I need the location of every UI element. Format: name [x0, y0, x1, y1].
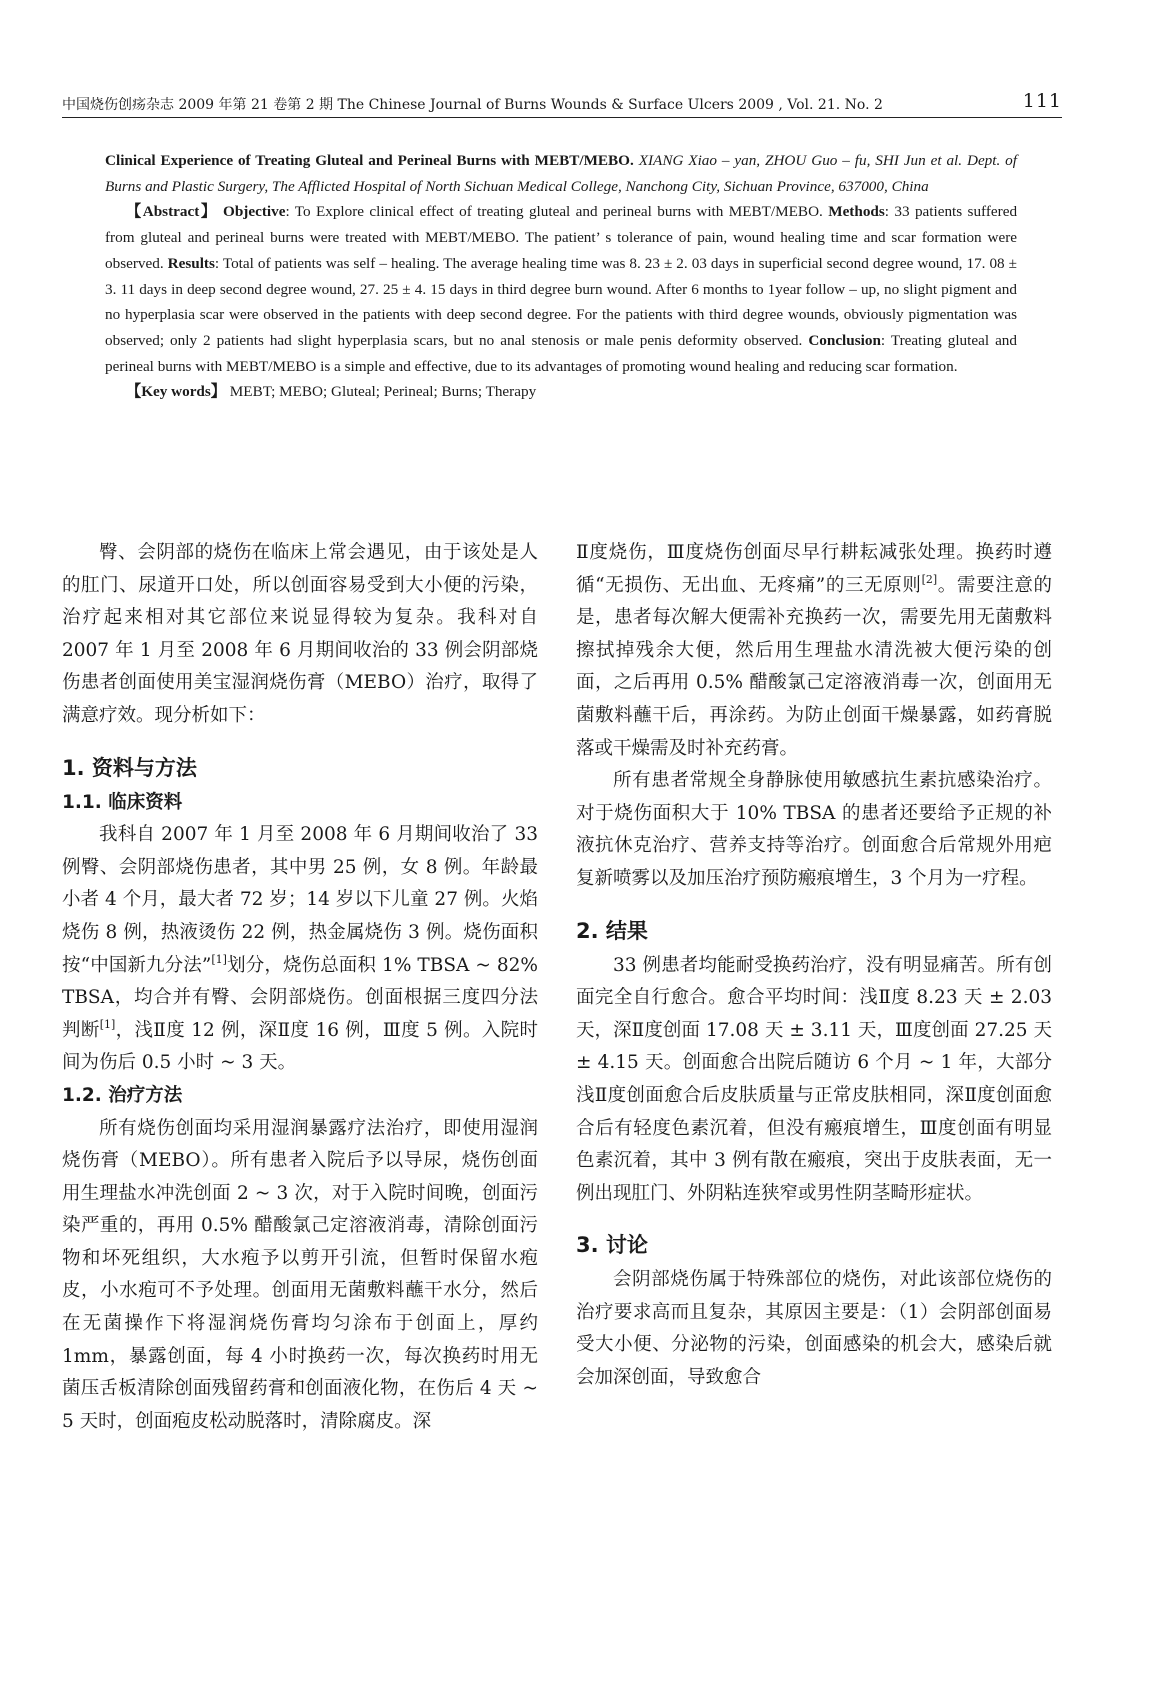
authors-affiliation: XIANG Xiao – yan, ZHOU Guo – fu, SHI Jun et al. Dept. of Burns and Plastic Surgery, The Afflicted Hospital of North Sichuan Medical College, Nanchong City, Sichuan Province, 637000, China — [105, 152, 1017, 195]
section-1-2-heading: 1.2. 治疗方法 — [62, 1084, 183, 1106]
journal-citation: 中国烧伤创疡杂志 2009 年第 21 卷第 2 期 The Chinese Journal of Burns Wounds & Surface Ulcers 2009 , Vol. 21. No. 2 — [62, 97, 883, 113]
section-2-heading: 2. 结果 — [576, 918, 648, 943]
results-text: Total of patients was self – healing. The average healing time was 8. 23 ± 2. 03 days in superficial second degree wound, 17. 08 ± 3. 11 days in deep second degree wound, 27. 25 ± 4. 15 days in third degree burn wound. After 6 months to 1year follow – up, no slight pigment and no hyperplasia scar were observed in the patients with deep second degree. For the patients with third degree wounds, obviously pigmentation was observed; only 2 patients had slight hyperplasia scars, but no anal stenosis or male penis deformity observed. — [105, 254, 1017, 349]
treatment-paragraph: 所有烧伤创面均采用湿润暴露疗法治疗，即使用湿润烧伤膏（MEBO）。所有患者入院后予以导尿，烧伤创面用生理盐水冲洗创面 2 ~ 3 次，对于入院时间晚，创面污染严重的，再用 0.5% 醋酸氯己定溶液消毒，清除创面污物和坏死组织，大水疱予以剪开引流，但暂时保留水疱皮，小水疱可不予处理。创面用无菌敷料蘸干水分，然后在无菌操作下将湿润烧伤膏均匀涂布于创面上，厚约 1mm，暴露创面，每 4 小时换药一次，每次换药时用无菌压舌板清除创面残留药膏和创面液化物，在伤后 4 天 ~ 5 天时，创面疱皮松动脱落时，清除腐皮。深 — [62, 1117, 538, 1432]
keywords-paragraph — [105, 379, 1017, 405]
methods-text: 33 patients suffered from gluteal and perineal burns were treated with MEBT/MEBO. The patient’ s tolerance of pain, wound healing time and scar formation were observed. — [105, 203, 1018, 272]
intro-paragraph: 臀、会阴部的烧伤在临床上常会遇见，由于该处是人的肛门、尿道开口处，所以创面容易受到大小便的污染，治疗起来相对其它部位来说显得较为复杂。我科对自 2007 年 1 月至 2008 年 6 月期间收治的 33 例会阴部烧伤患者创面使用美宝湿润烧伤膏（MEBO）治疗，取得了满意疗效。现分析如下： — [62, 542, 538, 726]
conclusion-label: Conclusion — [808, 331, 881, 349]
objective-label: Objective — [223, 203, 286, 221]
citation-ref-2: [2] — [921, 572, 938, 586]
conclusion-text: Treating gluteal and perineal burns with MEBT/MEBO is a simple and effective, due to its advantages of promoting wound healing and reducing scar formation. — [105, 331, 1017, 375]
abstract-paragraph: 【Abstract】 Objective: To Explore clinical effect of treating gluteal and perineal burns with MEBT/MEBO. Methods: 33 patients suffered from gluteal and perineal burns were treated with MEBT/MEBO. The patient’ s tolerance of pain, wound healing time and scar formation were observed. Results: Total of patients was self – healing. The average healing time was 8. 23 ± 2. 03 days in superficial second degree wound, 17. 08 ± 3. 11 days in deep second degree wound, 27. 25 ± 4. 15 days in third degree burn wound. After 6 months to 1year follow – up, no slight pigment and no hyperplasia scar were observed in the patients with deep second degree. For the patients with third degree wounds, obviously pigmentation was observed; only 2 patients had slight hyperplasia scars, but no anal stenosis or male penis deformity observed. Conclusion: Treating gluteal and perineal burns with MEBT/MEBO is a simple and effective, due to its advantages of promoting wound healing and reducing scar formation. — [105, 203, 1018, 375]
section-3-heading: 3. 讨论 — [576, 1233, 648, 1258]
treatment-continued-text-b: 。需要注意的是，患者每次解大便需补充换药一次，需要先用无菌敷料擦拭掉残余大便，然后用生理盐水清洗被大便污染的创面，之后再用 0.5% 醋酸氯己定溶液消毒一次，创面用无菌敷料蘸干后，再涂药。为防止创面干燥暴露，如药膏脱落或干燥需及时补充药膏。 — [576, 574, 1052, 759]
clinical-data-paragraph — [62, 819, 538, 1080]
section-1-heading: 1. 资料与方法 — [62, 755, 197, 780]
citation-ref-1b: [1] — [99, 1017, 116, 1031]
running-header — [62, 90, 1062, 118]
keywords-label: 【Key words】 — [126, 383, 226, 401]
methods-label: Methods — [828, 203, 885, 221]
clinical-data-text-b: 划分，烧伤总面积 1% TBSA ~ 82% TBSA，均合并有臀、会阴部烧伤。创面根据三度四分法判断 — [62, 954, 538, 1041]
treatment-continued-paragraph — [576, 537, 1052, 765]
discussion-paragraph: 会阴部烧伤属于特殊部位的烧伤，对此该部位烧伤的治疗要求高而且复杂，其原因主要是：（1）会阴部创面易受大小便、分泌物的污染，创面感染的机会大，感染后就会加深创面，导致愈合 — [576, 1269, 1052, 1389]
results-paragraph: 33 例患者均能耐受换药治疗，没有明显痛苦。所有创面完全自行愈合。愈合平均时间：浅Ⅱ度 8.23 天 ± 2.03 天，深Ⅱ度创面 17.08 天 ± 3.11 天，Ⅲ度创面 27.25 天 ± 4.15 天。创面愈合出院后随访 6 个月 ~ 1 年，大部分浅Ⅱ度创面愈合后皮肤质量与正常皮肤相同，深Ⅱ度创面愈合后有轻度色素沉着，但没有瘢痕增生，Ⅲ度创面有明显色素沉着，其中 3 例有散在瘢痕，突出于皮肤表面，无一例出现肛门、外阴粘连狭窄或男性阴茎畸形症状。 — [576, 954, 1052, 1204]
antibiotic-paragraph: 所有患者常规全身静脉使用敏感抗生素抗感染治疗。对于烧伤面积大于 10% TBSA 的患者还要给予正规的补液抗休克治疗、营养支持等治疗。创面愈合后常规外用疤复新喷雾以及加压治疗预防瘢痕增生，3 个月为一疗程。 — [576, 770, 1052, 889]
clinical-data-text-a: 我科自 2007 年 1 月至 2008 年 6 月期间收治了 33 例臀、会阴部烧伤患者，其中男 25 例，女 8 例。年龄最小者 4 个月，最大者 72 岁；14 岁以下儿童 27 例。火焰烧伤 8 例，热液烫伤 22 例，热金属烧伤 3 例。烧伤面积按“中国新九分法” — [62, 824, 538, 976]
page-number: 111 — [1022, 90, 1062, 112]
results-label: Results — [167, 254, 215, 272]
english-title: Clinical Experience of Treating Gluteal and Perineal Burns with MEBT/MEBO. — [105, 152, 634, 169]
clinical-data-text-c: ，浅Ⅱ度 12 例，深Ⅱ度 16 例，Ⅲ度 5 例。入院时间为伤后 0.5 小时 ~ 3 天。 — [62, 1019, 538, 1074]
keywords-text: MEBT; MEBO; Gluteal; Perineal; Burns; Therapy — [229, 383, 537, 401]
right-column — [576, 537, 1052, 1395]
citation-ref-1: [1] — [211, 952, 227, 966]
english-abstract — [105, 148, 1017, 405]
section-1-1-heading: 1.1. 临床资料 — [62, 791, 183, 813]
objective-text: To Explore clinical effect of treating gluteal and perineal burns with MEBT/MEBO. — [294, 203, 823, 221]
treatment-continued-text-a: Ⅱ度烧伤，Ⅲ度烧伤创面尽早行耕耘减张处理。换药时遵循“无损伤、无出血、无疼痛”的三无原则 — [576, 542, 1052, 596]
abstract-label: 【Abstract】 — [126, 203, 218, 221]
left-column — [62, 537, 538, 1438]
english-title-paragraph — [105, 148, 1017, 199]
